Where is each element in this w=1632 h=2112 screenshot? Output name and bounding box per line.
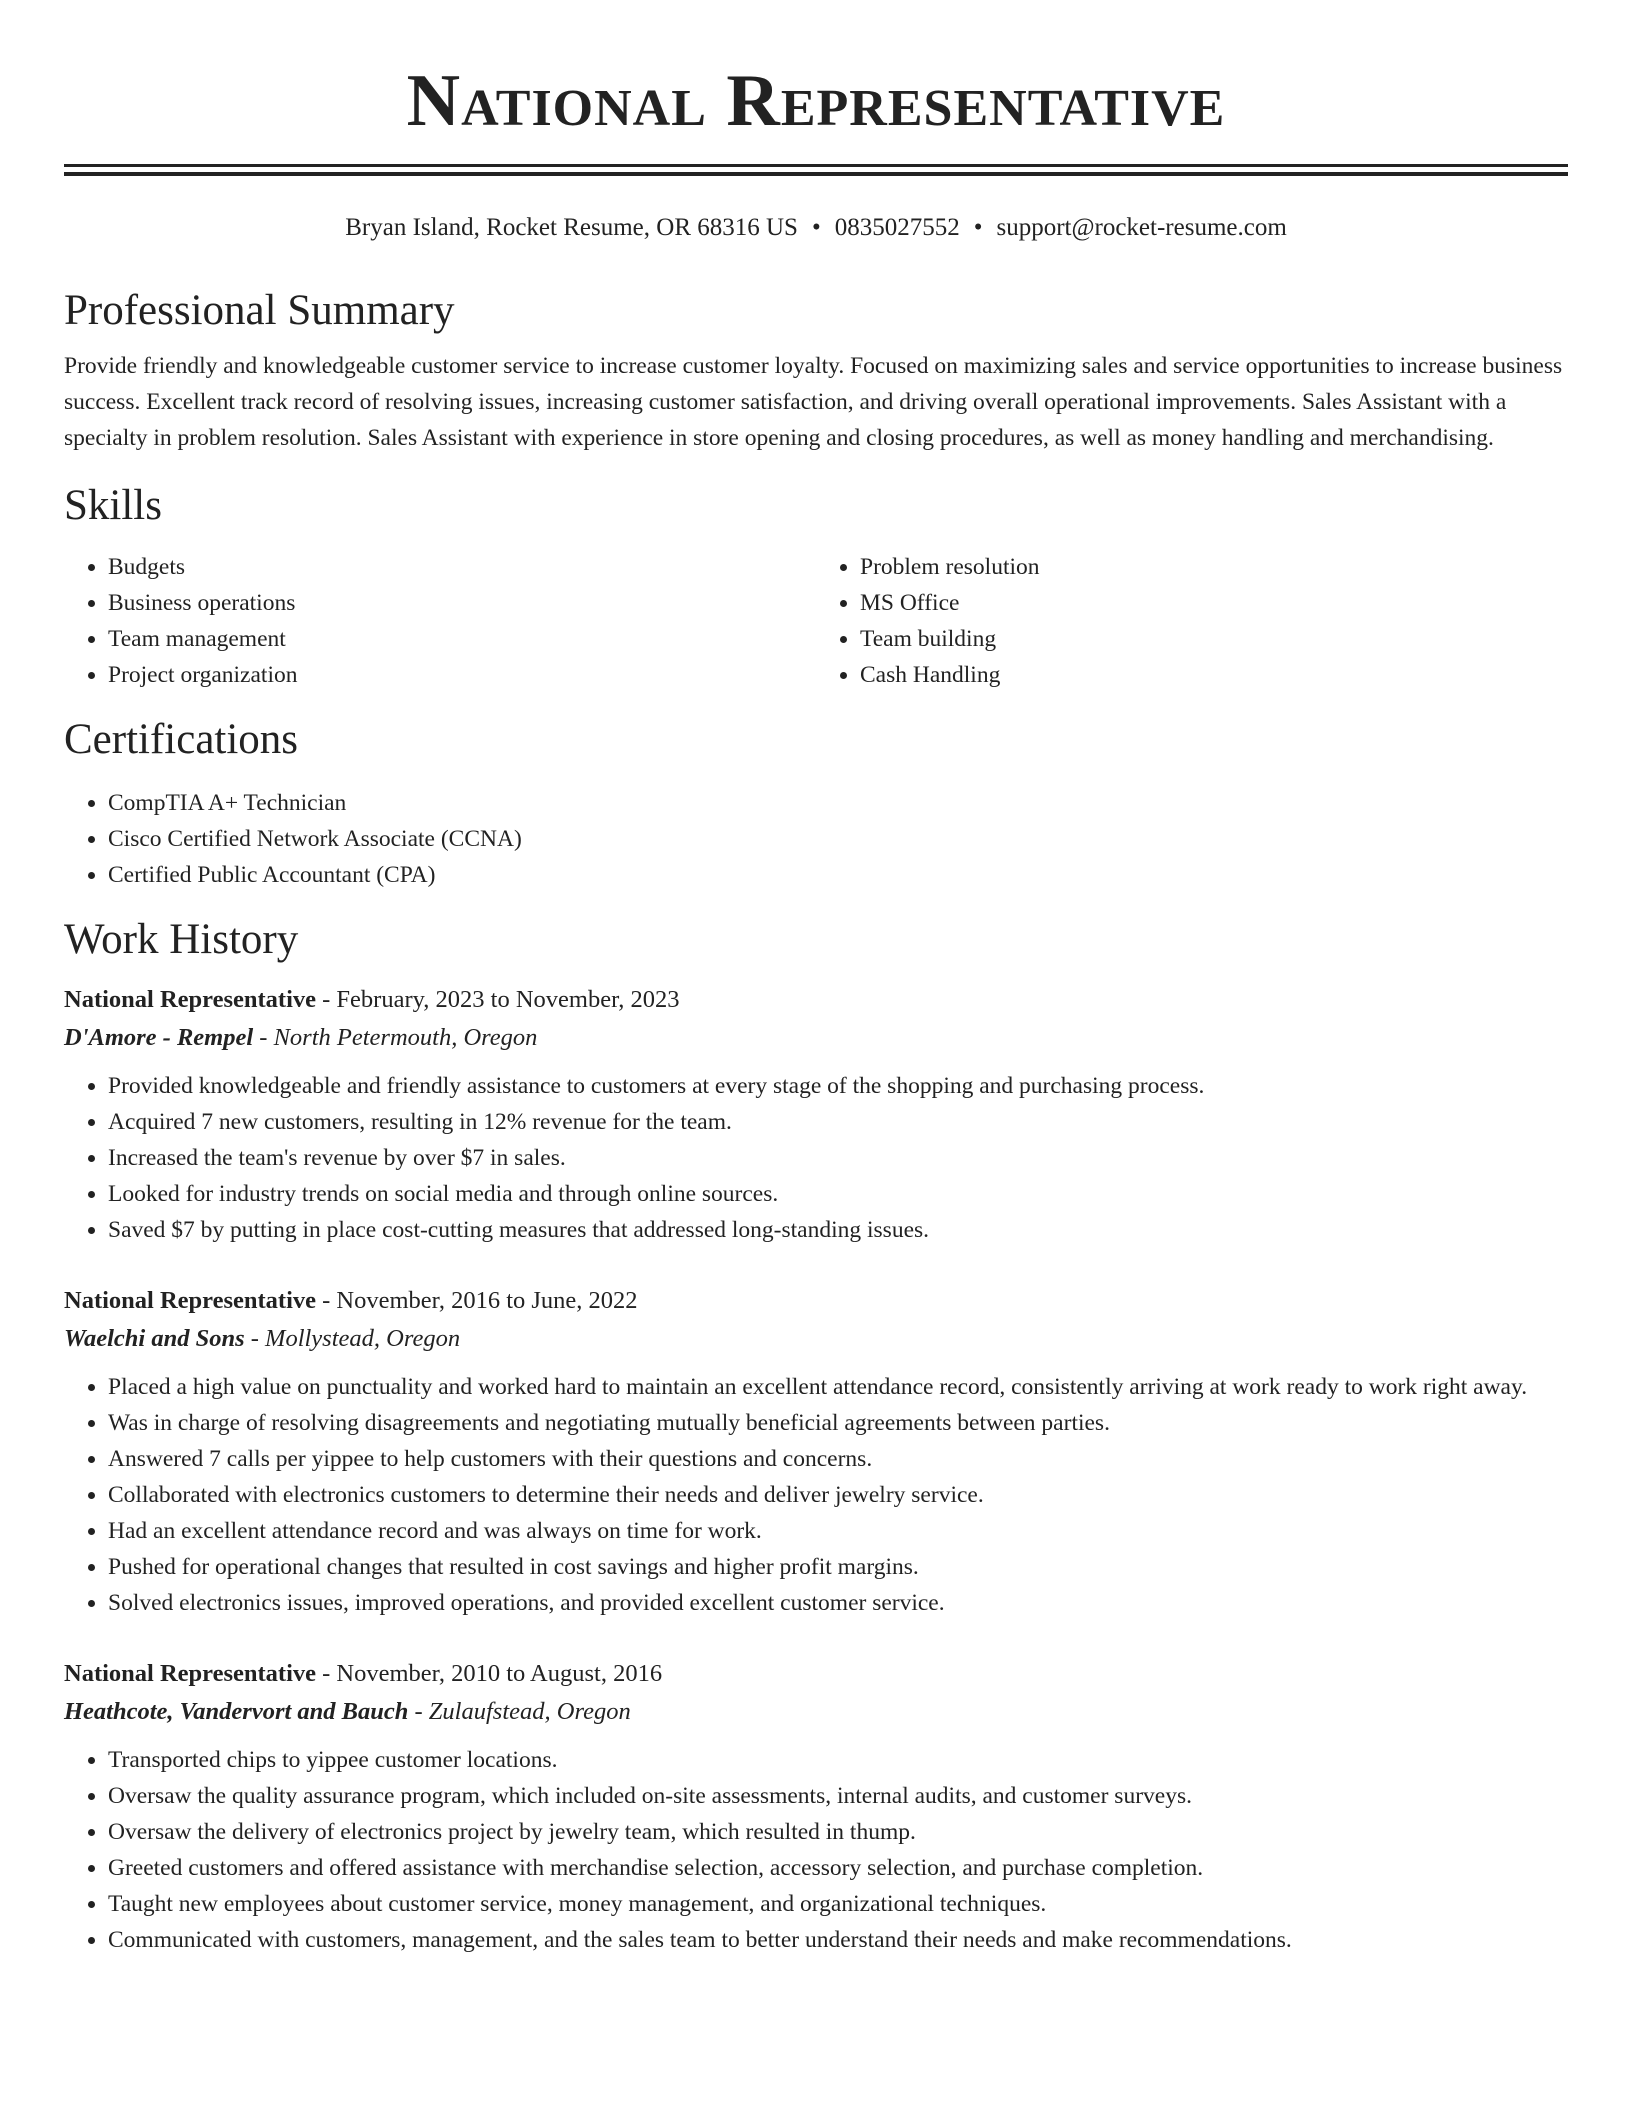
job-company-line (64, 1019, 1568, 1057)
job-bullet: • Oversaw the delivery of electronics project by jewelry team, which resulted in thump. (108, 1814, 1568, 1850)
contact-phone: 0835027552 (834, 214, 960, 241)
job-bullet: • Transported chips to yippee customer locations. (108, 1742, 1568, 1778)
job-bullet: • Answered 7 calls per yippee to help customers with their questions and concerns. (108, 1441, 1568, 1477)
job-entry (64, 1655, 1568, 1958)
job-bullet: • Acquired 7 new customers, resulting in 12% revenue for the team. (108, 1104, 1568, 1140)
job-bullet: • Had an excellent attendance record and was always on time for work. (108, 1513, 1568, 1549)
certification-item: • Cisco Certified Network Associate (CCNA) (108, 821, 1568, 857)
resume-name: National Representative (406, 60, 1226, 142)
skills-grid (64, 549, 1568, 693)
job-bullets (64, 1068, 1568, 1248)
header-divider-thick (64, 164, 1568, 167)
summary-heading: Professional Summary (64, 287, 455, 334)
job-bullets (64, 1369, 1568, 1621)
job-company: D'Amore - Rempel (64, 1024, 254, 1051)
job-title-line (64, 1282, 1568, 1320)
certifications-list (64, 785, 1568, 893)
work-history-heading: Work History (64, 916, 299, 963)
job-company-line (64, 1320, 1568, 1358)
contact-separator: • (973, 214, 983, 241)
job-location: - North Petermouth, Oregon (253, 1024, 538, 1051)
job-dates: - November, 2016 to June, 2022 (316, 1287, 638, 1314)
summary-text: Provide friendly and knowledgeable customer service to increase customer loyalty. Focused on maximizing sales and service opportunities to increase business success. Excellent track record of resolving issues, increasing customer satisfaction, and driving overall operational improvements. Sales Assistant with a specialty in problem resolution. Sales Assistant with experience in store opening and closing procedures, as well as money handling and merchandising. (64, 353, 1563, 451)
skills-list-left (64, 549, 816, 693)
job-bullet: • Collaborated with electronics customers to determine their needs and deliver jewelry service. (108, 1477, 1568, 1513)
job-company-line (64, 1693, 1568, 1731)
skill-item: • Problem resolution (860, 549, 1568, 585)
skill-item: • Business operations (108, 585, 816, 621)
job-bullet: • Greeted customers and offered assistance with merchandise selection, accessory selection, and purchase completion. (108, 1850, 1568, 1886)
header-divider-thin (64, 172, 1568, 176)
job-bullet: • Communicated with customers, management, and the sales team to better understand their needs and make recommendations. (108, 1922, 1568, 1958)
skill-item: • Cash Handling (860, 657, 1568, 693)
job-bullets (64, 1742, 1568, 1958)
job-title-line (64, 1655, 1568, 1693)
skill-item: • Team building (860, 621, 1568, 657)
certification-item: • Certified Public Accountant (CPA) (108, 857, 1568, 893)
job-bullet: • Oversaw the quality assurance program, which included on-site assessments, internal audits, and customer surveys. (108, 1778, 1568, 1814)
job-title-line (64, 981, 1568, 1019)
contact-address: Bryan Island, Rocket Resume, OR 68316 US (345, 214, 798, 241)
contact-separator: • (811, 214, 821, 241)
skill-item: • Team management (108, 621, 816, 657)
certifications-heading: Certifications (64, 716, 299, 763)
job-role: National Representative (64, 986, 316, 1013)
job-dates: - November, 2010 to August, 2016 (316, 1660, 663, 1687)
job-bullet: • Increased the team's revenue by over $7 in sales. (108, 1140, 1568, 1176)
job-bullet: • Taught new employees about customer service, money management, and organizational techniques. (108, 1886, 1568, 1922)
skills-heading: Skills (64, 482, 162, 529)
job-bullet: • Placed a high value on punctuality and worked hard to maintain an excellent attendance record, consistently arriving at work ready to work right away. (108, 1369, 1568, 1405)
job-company: Heathcote, Vandervort and Bauch (64, 1698, 409, 1725)
job-role: National Representative (64, 1660, 316, 1687)
job-dates: - February, 2023 to November, 2023 (316, 986, 680, 1013)
certification-item: • CompTIA A+ Technician (108, 785, 1568, 821)
job-bullet: • Pushed for operational changes that resulted in cost savings and higher profit margins. (108, 1549, 1568, 1585)
job-entry (64, 981, 1568, 1248)
job-entry (64, 1282, 1568, 1621)
job-location: - Zulaufstead, Oregon (408, 1698, 631, 1725)
skill-item: • Project organization (108, 657, 816, 693)
job-bullet: • Saved $7 by putting in place cost-cutting measures that addressed long-standing issues. (108, 1212, 1568, 1248)
job-role: National Representative (64, 1287, 316, 1314)
job-location: - Mollystead, Oregon (244, 1325, 461, 1352)
job-company: Waelchi and Sons (64, 1325, 245, 1352)
skills-column-right (816, 549, 1568, 693)
contact-email: support@rocket-resume.com (996, 214, 1287, 241)
contact-line (64, 212, 1568, 244)
job-bullet: • Provided knowledgeable and friendly assistance to customers at every stage of the shopping and purchasing process. (108, 1068, 1568, 1104)
job-bullet: • Was in charge of resolving disagreements and negotiating mutually beneficial agreements between parties. (108, 1405, 1568, 1441)
skills-list-right (816, 549, 1568, 693)
skill-item: • MS Office (860, 585, 1568, 621)
skill-item: • Budgets (108, 549, 816, 585)
job-bullet: • Solved electronics issues, improved operations, and provided excellent customer service. (108, 1585, 1568, 1621)
job-bullet: • Looked for industry trends on social media and through online sources. (108, 1176, 1568, 1212)
skills-column-left (64, 549, 816, 693)
